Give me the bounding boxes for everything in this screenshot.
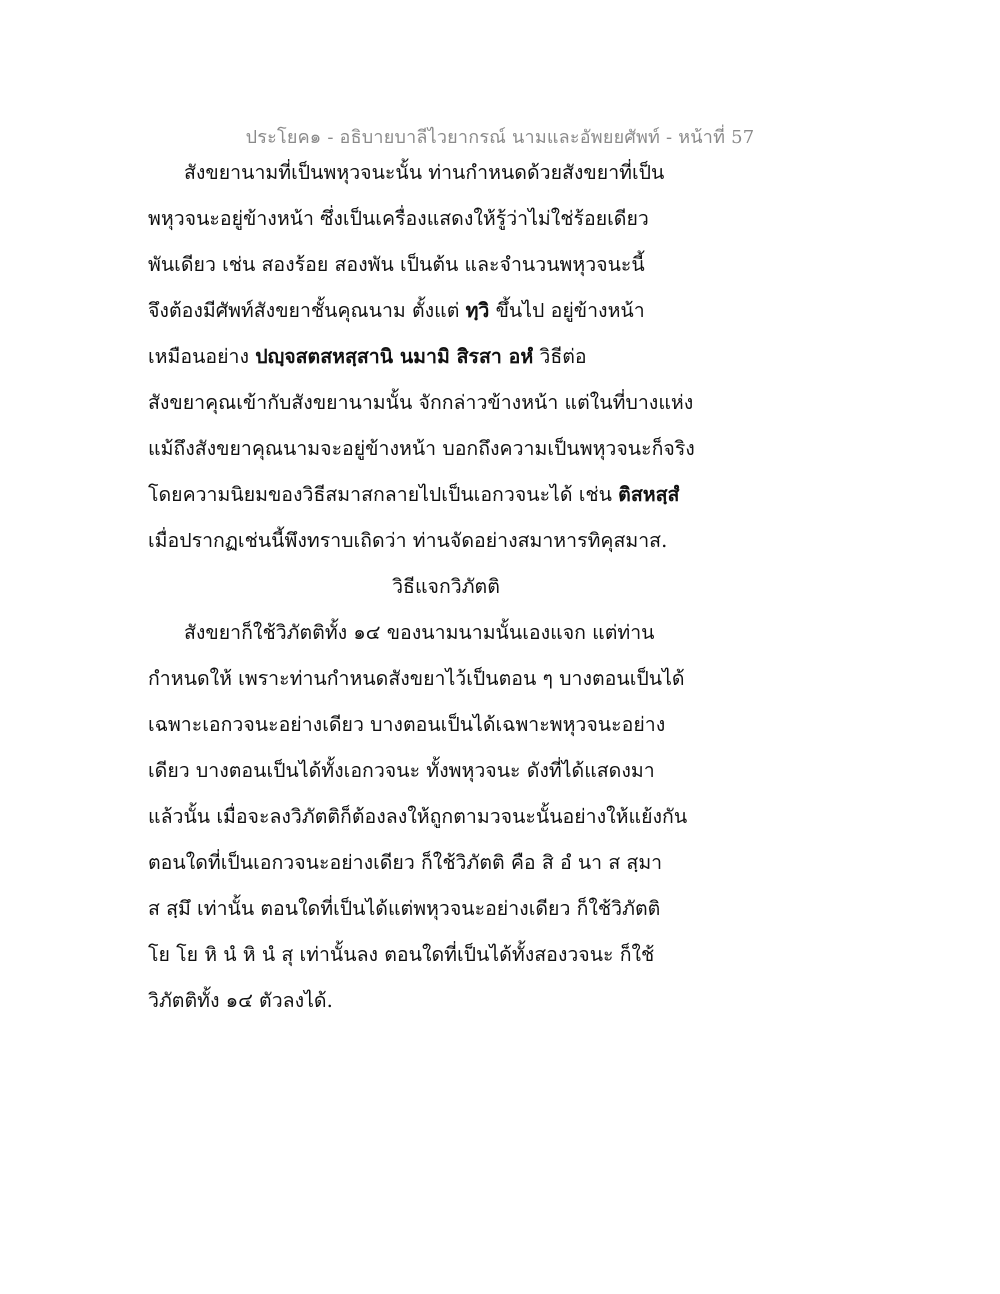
paragraph-1-line — [148, 334, 688, 380]
paragraph-2-line: แล้วนั้น เมื่อจะลงวิภัตติก็ต้องลงให้ถูกตามวจนะนั้นอย่างให้แย้งกัน — [148, 805, 688, 828]
paragraph-2-line: เดียว บางตอนเป็นได้ทั้งเอกวจนะ ทั้งพหุวจนะ ดังที่ได้แสดงมา — [148, 759, 655, 782]
paragraph-1-line: พันเดียว เช่น สองร้อย สองพัน เป็นต้น และจำนวนพหุวจนะนี้ — [148, 253, 645, 276]
paragraph-2-line: ตอนใดที่เป็นเอกวจนะอย่างเดียว ก็ใช้วิภัตติ คือ สิ อํ นา ส สฺมา — [148, 851, 663, 874]
paragraph-1-line: แม้ถึงสังขยาคุณนามจะอยู่ข้างหน้า บอกถึงความเป็นพหุวจนะก็จริง — [148, 437, 695, 460]
line-text: จึงต้องมีศัพท์สังขยาชั้นคุณนาม ตั้งแต่ — [148, 299, 460, 322]
pali-term-tivi: ทฺวิ — [465, 299, 490, 322]
line-text: โดยความนิยมของวิธีสมาสกลายไปเป็นเอกวจนะได้ เช่น — [148, 483, 612, 506]
line-text: ขึ้นไป อยู่ข้างหน้า — [489, 299, 645, 322]
pali-term-tisahassam: ติสหสฺสํ — [618, 483, 680, 506]
paragraph-1-line: พหุวจนะอยู่ข้างหน้า ซึ่งเป็นเครื่องแสดงให้รู้ว่าไม่ใช่ร้อยเดียว — [148, 207, 649, 230]
section-title: วิธีแจกวิภัตติ — [392, 575, 500, 598]
pali-example-verse: ปญฺจสตสหสฺสานิ นมามิ สิรสา อหํ — [255, 345, 534, 368]
running-header-text: ประโยค๑ - อธิบายบาลีไวยากรณ์ นามและอัพยยศัพท์ - หน้าที่ 57 — [245, 127, 755, 148]
paragraph-1-line: สังขยาคุณเข้ากับสังขยานามนั้น จักกล่าวข้างหน้า แต่ในที่บางแห่ง — [148, 391, 694, 414]
paragraph-2-line: ส สฺมึ เท่านั้น ตอนใดที่เป็นได้แต่พหุวจนะอย่างเดียว ก็ใช้วิภัตติ — [148, 897, 661, 920]
paragraph-2-line: โย โย หิ นํ หิ นํ สุ เท่านั้นลง ตอนใดที่เป็นได้ทั้งสองวจนะ ก็ใช้ — [148, 943, 655, 966]
paragraph-2-line: สังขยาก็ใช้วิภัตติทั้ง ๑๔ ของนามนามนั้นเองแจก แต่ท่าน — [184, 621, 655, 644]
document-body — [148, 150, 695, 1024]
paragraph-1-line: สังขยานามที่เป็นพหุวจนะนั้น ท่านกำหนดด้วยสังขยาที่เป็น — [184, 161, 665, 184]
paragraph-2-line: วิภัตติทั้ง ๑๔ ตัวลงได้. — [148, 989, 333, 1012]
line-text: เหมือนอย่าง — [148, 345, 250, 368]
line-text: วิธีต่อ — [533, 345, 587, 368]
paragraph-1-line: เมื่อปรากฏเช่นนี้พึงทราบเถิดว่า ท่านจัดอย่างสมาหารทิคุสมาส. — [148, 529, 668, 552]
paragraph-1-line — [148, 288, 688, 334]
paragraph-2-line: เฉพาะเอกวจนะอย่างเดียว บางตอนเป็นได้เฉพาะพหุวจนะอย่าง — [148, 713, 666, 736]
paragraph-1-line — [148, 472, 688, 518]
running-header — [0, 122, 1000, 151]
paragraph-2-line: กำหนดให้ เพราะท่านกำหนดสังขยาไว้เป็นตอน ๆ บางตอนเป็นได้ — [148, 667, 685, 690]
